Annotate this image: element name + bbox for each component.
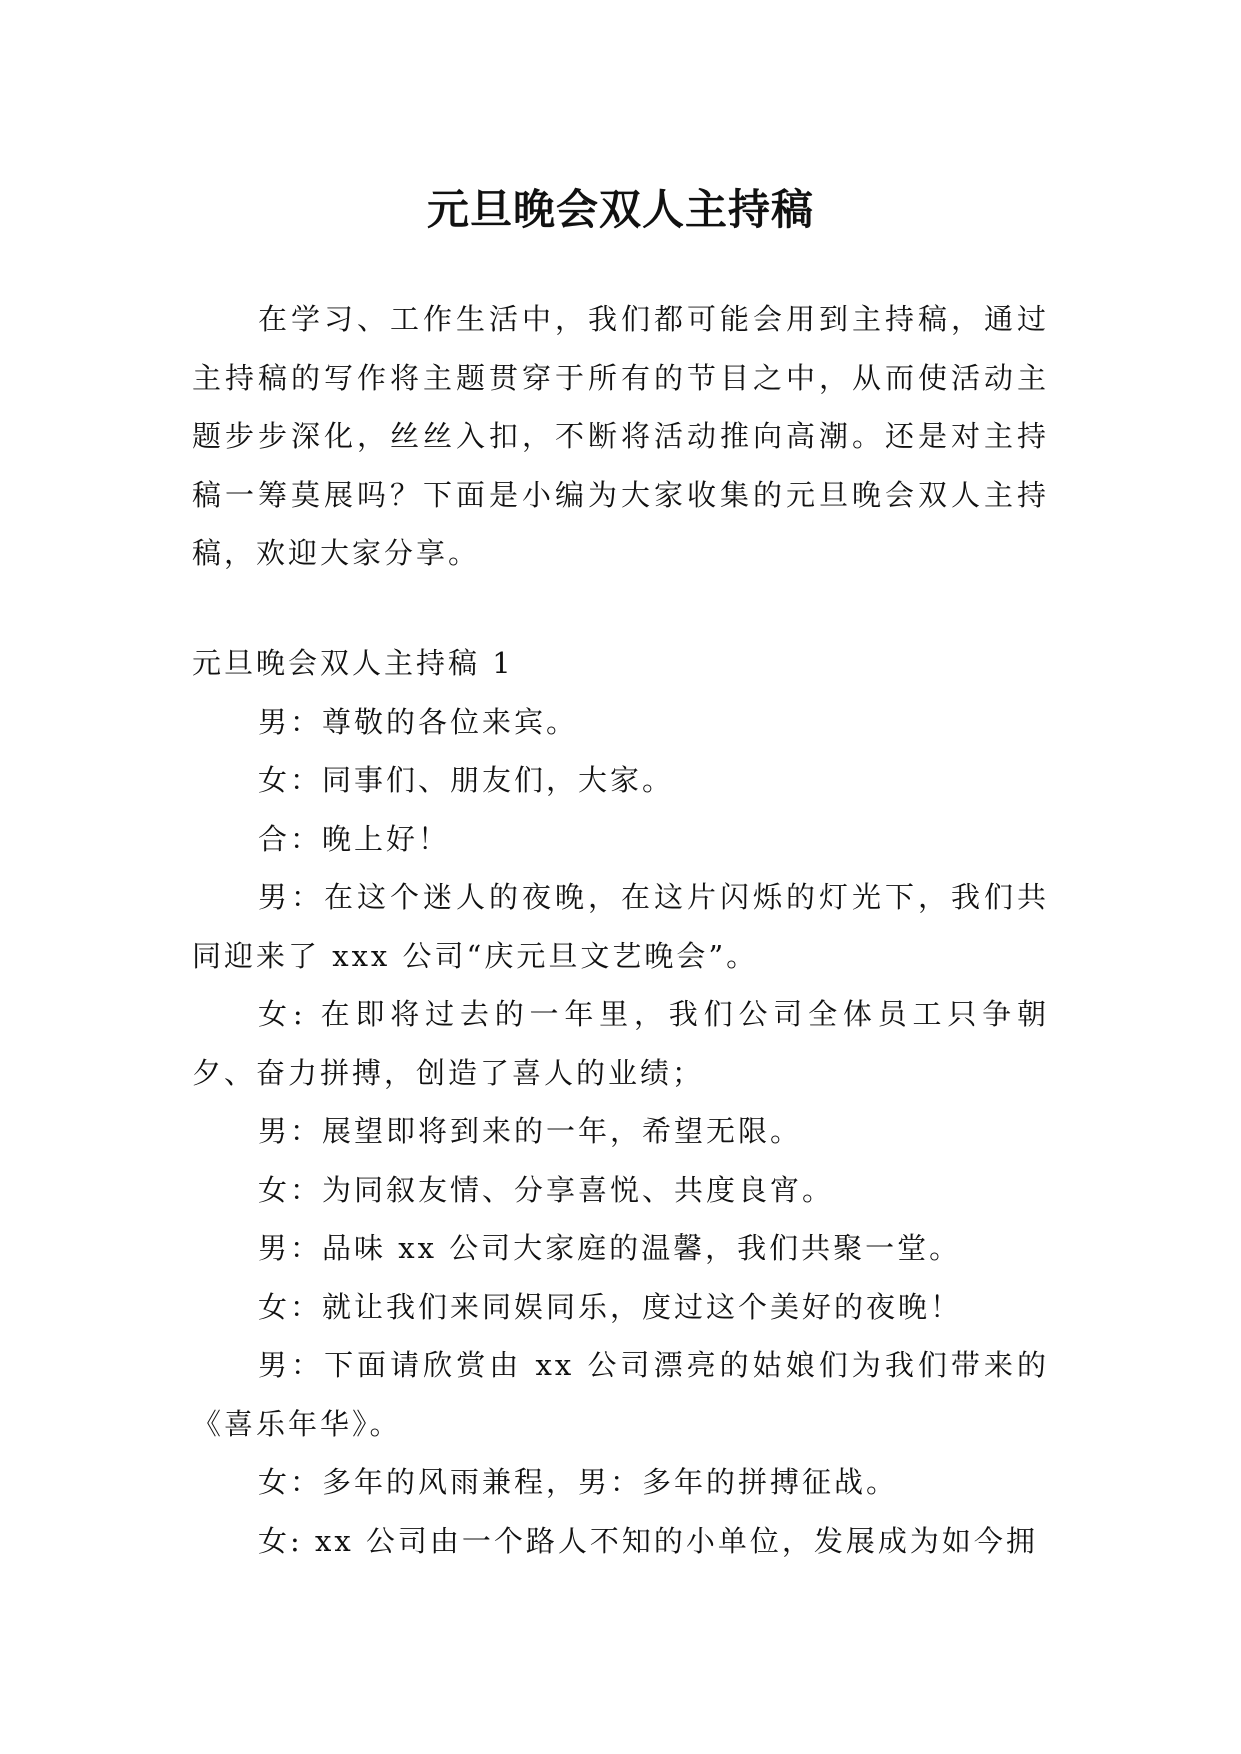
intro-section — [192, 290, 1049, 583]
script-section — [192, 634, 1049, 1570]
script-line: 女: 在即将过去的一年里，我们公司全体员工只争朝夕、奋力拼搏，创造了喜人的业绩； — [192, 997, 1049, 1090]
intro-paragraph: 在学习、工作生活中，我们都可能会用到主持稿，通过主持稿的写作将主题贯穿于所有的节目之中，从而使活动主题步步深化，丝丝入扣，不断将活动推向高潮。还是对主持稿一筹莫展吗？下面是小编为大家收集的元旦晚会双人主持稿，欢迎大家分享。 — [192, 302, 1049, 570]
script-line: 女：就让我们来同娱同乐，度过这个美好的夜晚！ — [258, 1289, 963, 1324]
script-line: 男：在这个迷人的夜晚，在这片闪烁的灯光下，我们共同迎来了 xxx 公司“庆元旦文艺晚会”。 — [192, 880, 1049, 973]
script-line: 男：下面请欣赏由 xx 公司漂亮的姑娘们为我们带来的《喜乐年华》。 — [192, 1348, 1049, 1441]
section-heading: 元旦晚会双人主持稿 1 — [192, 646, 514, 680]
script-line: 女：多年的风雨兼程，男：多年的拼搏征战。 — [258, 1465, 899, 1499]
script-line: 男：品味 xx 公司大家庭的温馨，我们共聚一堂。 — [258, 1231, 962, 1265]
script-line: 男：展望即将到来的一年，希望无限。 — [258, 1114, 803, 1148]
script-line: 女：为同叙友情、分享喜悦、共度良宵。 — [258, 1172, 835, 1207]
script-line: 女: xx 公司由一个路人不知的小单位，发展成为如今拥 — [258, 1523, 1038, 1558]
script-line: 男：尊敬的各位来宾。 — [258, 704, 579, 739]
script-line: 女：同事们、朋友们，大家。 — [258, 763, 675, 797]
script-line: 合：晚上好！ — [258, 821, 451, 856]
document-title: 元旦晚会双人主持稿 — [426, 185, 814, 235]
